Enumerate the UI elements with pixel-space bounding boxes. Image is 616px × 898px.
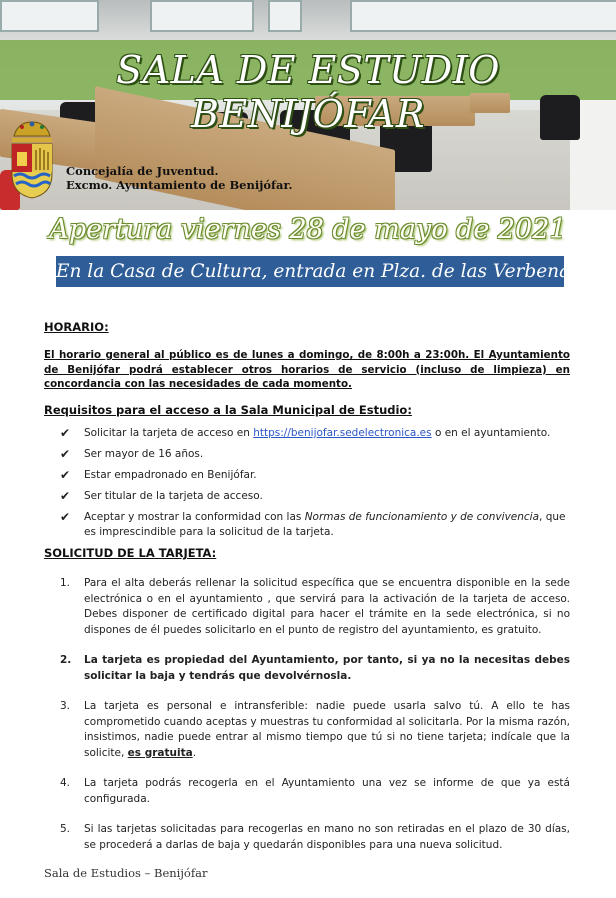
- item-text: , que es imprescindible para la solicitud de la tarjeta.: [84, 511, 566, 538]
- item-text: Solicitar la tarjeta de acceso en: [84, 427, 254, 439]
- check-icon: ✔: [60, 468, 71, 482]
- item-number: 2.: [60, 654, 72, 666]
- coat-of-arms-icon: [8, 116, 56, 200]
- window: [268, 0, 302, 32]
- horario-heading: HORARIO:: [44, 320, 109, 334]
- page-footer: Sala de Estudios – Benijófar: [44, 866, 208, 880]
- item-text: .: [192, 746, 197, 759]
- list-item: [60, 489, 570, 504]
- list-item: [60, 447, 570, 462]
- list-item: [60, 699, 570, 761]
- list-item: [60, 776, 570, 807]
- item-text: La tarjeta es personal e intransferible: nadie puede usarla salvo tú. A ello te has comprometido cuando aceptas y muestras tu conformidad al solicitarla. Por la misma razón, insistimos, nadie puede entrar al mismo tiempo que tú si no tiene tarjeta; indícale que la solicite,: [84, 700, 570, 759]
- location-banner: En la Casa de Cultura, entrada en Plza. de las Verbenas: [56, 256, 564, 287]
- check-icon: ✔: [60, 489, 71, 503]
- check-icon: ✔: [60, 447, 71, 461]
- check-icon: ✔: [60, 510, 71, 524]
- window: [350, 0, 616, 32]
- item-number: 4.: [60, 777, 71, 789]
- item-number: 3.: [60, 700, 71, 712]
- list-item: [60, 822, 570, 853]
- department-line: Concejalía de Juventud.: [66, 164, 219, 178]
- item-text: Para el alta deberás rellenar la solicitud específica que se encuentra disponible en la sede electrónica o en el ayuntamiento , que servirá para la activación de la tarjeta de acceso. Debes disponer de certificado digital para hacer el trámite en la sede electrónica, si no dispones de él puedes solicitarlo en el punto de registro del ayuntamiento, es gratuito.: [84, 577, 570, 636]
- page-title: SALA DE ESTUDIO BENIJÓFAR: [116, 48, 500, 136]
- item-text: La tarjeta podrás recogerla en el Ayuntamiento una vez se informe de que ya está configurada.: [84, 777, 570, 805]
- requisitos-heading: Requisitos para el acceso a la Sala Municipal de Estudio:: [44, 403, 412, 417]
- sede-link[interactable]: https://benijofar.sedelectronica.es: [253, 427, 432, 439]
- list-item: [60, 653, 570, 684]
- item-text: Ser titular de la tarjeta de acceso.: [84, 490, 263, 502]
- item-text: Aceptar y mostrar la conformidad con las: [84, 511, 305, 523]
- item-number: 5.: [60, 823, 71, 835]
- department-name: [66, 164, 292, 192]
- item-text: o en el ayuntamiento.: [431, 427, 551, 439]
- list-item: [60, 510, 570, 540]
- list-item: [60, 426, 570, 441]
- item-number: 1.: [60, 577, 71, 589]
- department-line: Excmo. Ayuntamiento de Benijófar.: [66, 178, 293, 192]
- list-item: [60, 468, 570, 483]
- window: [0, 0, 99, 32]
- normas-text: Normas de funcionamiento y de convivencia: [304, 511, 540, 523]
- item-text: Ser mayor de 16 años.: [84, 448, 204, 460]
- item-text: Estar empadronado en Benijófar.: [84, 469, 257, 481]
- check-icon: ✔: [60, 426, 71, 440]
- gratuita-text: es gratuita: [127, 746, 193, 759]
- item-text: Si las tarjetas solicitadas para recogerlas en mano no son retiradas en el plazo de 30 días, se procederá a darlas de baja y quedarán disponibles para una nueva solicitud.: [84, 823, 570, 851]
- list-item: [60, 576, 570, 638]
- opening-date: Apertura viernes 28 de mayo de 2021: [49, 214, 567, 245]
- requisitos-list: [60, 426, 570, 546]
- solicitud-heading: SOLICITUD DE LA TARJETA:: [44, 546, 217, 560]
- item-text: La tarjeta es propiedad del Ayuntamiento, por tanto, si ya no la necesitas debes solicitar la baja y tendrás que devolvérnosla.: [84, 654, 570, 682]
- solicitud-list: [60, 576, 570, 868]
- horario-text: El horario general al público es de lunes a domingo, de 8:00h a 23:00h. El Ayuntamiento de Benijófar podrá establecer otros horarios de servicio (incluso de limpieza) en concordancia con las necesidades de cada momento.: [44, 349, 570, 390]
- window: [150, 0, 254, 32]
